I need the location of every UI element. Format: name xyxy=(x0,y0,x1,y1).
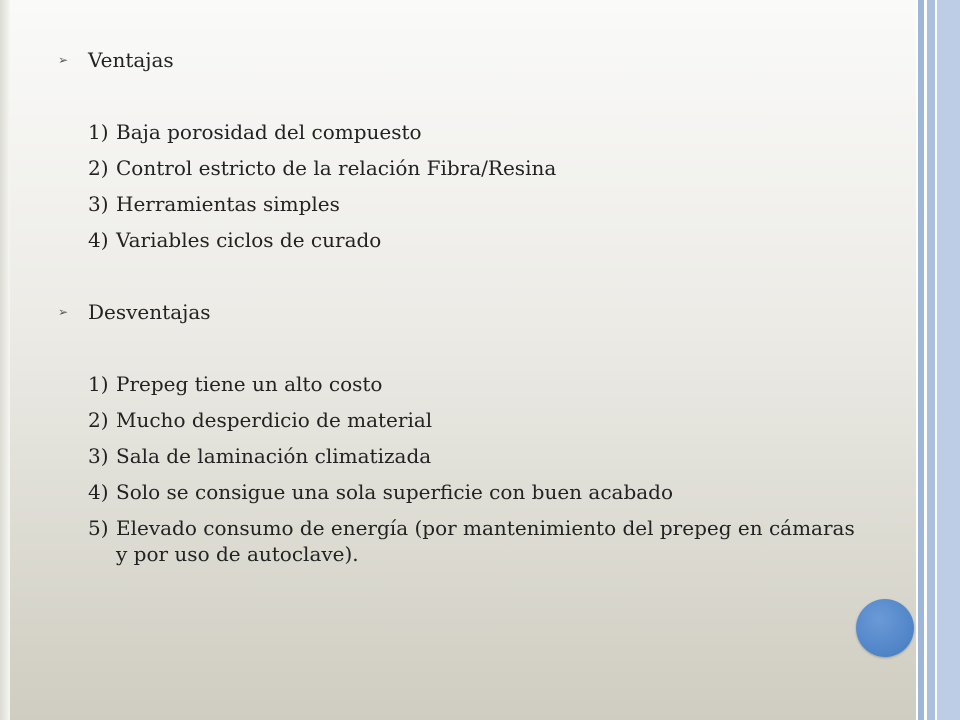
item-number: 4) xyxy=(88,228,109,252)
arrow-bullet-icon: ➢ xyxy=(58,305,69,319)
left-border xyxy=(0,0,10,720)
item-text: Control estricto de la relación Fibra/Resina xyxy=(116,156,557,180)
section-heading-ventajas xyxy=(58,42,858,78)
list-item xyxy=(58,222,858,258)
item-number: 3) xyxy=(88,444,109,468)
list-item xyxy=(58,438,858,474)
item-text: Herramientas simples xyxy=(116,192,340,216)
list-item xyxy=(58,114,858,150)
item-text: Prepeg tiene un alto costo xyxy=(116,372,383,396)
item-text: Baja porosidad del compuesto xyxy=(116,120,422,144)
item-number: 2) xyxy=(88,408,109,432)
list-item xyxy=(58,150,858,186)
decorative-circle xyxy=(856,599,914,657)
arrow-bullet-icon: ➢ xyxy=(58,53,69,67)
section-heading-desventajas xyxy=(58,294,858,330)
list-item xyxy=(58,510,858,572)
item-text: Mucho desperdicio de material xyxy=(116,408,433,432)
item-number: 1) xyxy=(88,372,109,396)
item-text: Variables ciclos de curado xyxy=(116,228,382,252)
item-number: 3) xyxy=(88,192,109,216)
slide-content xyxy=(58,42,858,572)
item-text: Elevado consumo de energía (por mantenimiento del prepeg en cámaras y por uso de autoclave). xyxy=(116,516,855,566)
item-number: 5) xyxy=(88,516,109,540)
item-number: 4) xyxy=(88,480,109,504)
list-item xyxy=(58,474,858,510)
item-number: 1) xyxy=(88,120,109,144)
item-number: 2) xyxy=(88,156,109,180)
list-item xyxy=(58,402,858,438)
decorative-bar xyxy=(927,0,935,720)
decorative-bar xyxy=(937,0,960,720)
list-item xyxy=(58,366,858,402)
item-text: Solo se consigue una sola superficie con buen acabado xyxy=(116,480,674,504)
list-item xyxy=(58,186,858,222)
heading-text: Ventajas xyxy=(88,48,174,72)
right-decorative-bars xyxy=(916,0,960,720)
item-text: Sala de laminación climatizada xyxy=(116,444,432,468)
heading-text: Desventajas xyxy=(88,300,211,324)
